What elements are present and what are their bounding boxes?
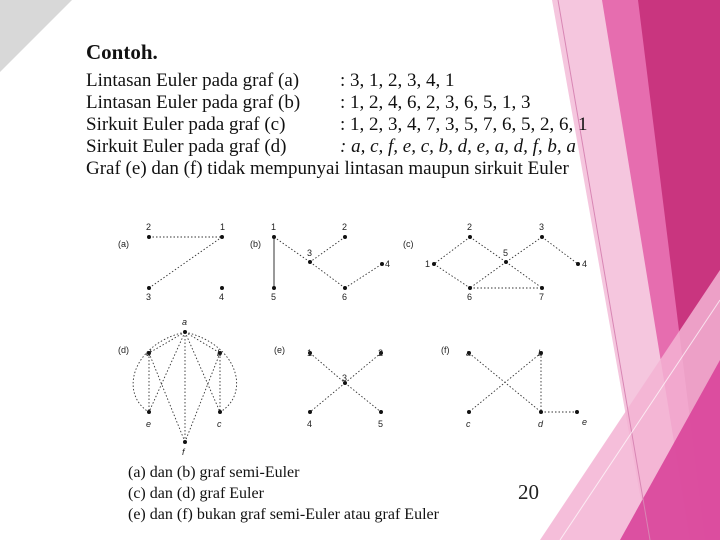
graph-node-label: 1 — [220, 222, 226, 232]
graph-edge — [149, 332, 185, 412]
caption-line: (a) dan (b) graf semi-Euler — [128, 464, 300, 481]
graph-label: (a) — [118, 239, 129, 249]
graph-node — [343, 235, 347, 239]
graph-node — [220, 286, 224, 290]
graph-node-label: a — [182, 317, 188, 327]
graph-d — [118, 317, 237, 457]
graph-e — [274, 345, 383, 429]
graph-edge — [434, 264, 470, 288]
line-label: Sirkuit Euler pada graf (c) — [86, 114, 286, 135]
graph-node-label: b — [217, 348, 223, 358]
graph-edge — [185, 332, 223, 412]
graph-node — [468, 235, 472, 239]
line-value: : 1, 2, 4, 6, 2, 3, 6, 5, 1, 3 — [340, 92, 531, 113]
graph-node-label: 4 — [582, 259, 588, 269]
line-value: : 3, 1, 2, 3, 4, 1 — [340, 70, 455, 91]
graph-node — [380, 262, 384, 266]
caption-line: (e) dan (f) bukan graf semi-Euler atau graf Euler — [128, 506, 439, 523]
graph-edge — [506, 237, 542, 262]
graph-node-label: 2 — [342, 222, 348, 232]
graph-node — [539, 410, 543, 414]
line-value: : 1, 2, 3, 4, 7, 3, 5, 7, 6, 5, 2, 6, 1 — [340, 114, 588, 135]
graph-node — [379, 410, 383, 414]
graph-node — [575, 410, 579, 414]
graph-node — [540, 286, 544, 290]
graph-node-label: 1 — [271, 222, 277, 232]
graph-label: (f) — [441, 345, 450, 355]
graph-node-label: f — [182, 447, 185, 457]
graph-label: (e) — [274, 345, 285, 355]
graph-node — [576, 262, 580, 266]
graph-edge — [149, 237, 222, 288]
graph-a — [118, 222, 225, 302]
graph-node-label: 3 — [146, 292, 152, 302]
graph-edge — [542, 237, 578, 264]
graph-edge — [469, 353, 541, 412]
graph-edge — [310, 262, 345, 288]
line-label: Sirkuit Euler pada graf (d) — [86, 136, 287, 157]
graph-edge — [470, 262, 506, 288]
graph-node-label: 4 — [385, 259, 391, 269]
graph-label: (b) — [250, 239, 261, 249]
graph-edge — [185, 332, 220, 353]
graph-b — [250, 222, 390, 302]
graph-node — [147, 286, 151, 290]
graph-node — [468, 286, 472, 290]
graph-f — [441, 345, 587, 429]
graph-node-label: c — [466, 419, 471, 429]
graph-node — [272, 235, 276, 239]
graph-edge — [274, 237, 313, 262]
line-label: Lintasan Euler pada graf (b) — [86, 92, 301, 113]
graph-edge — [434, 237, 470, 264]
graph-node-label: d — [146, 348, 152, 358]
graph-edge — [185, 353, 220, 442]
graph-node-label: 2 — [146, 222, 152, 232]
graph-node — [308, 410, 312, 414]
graph-node-label: 2 — [467, 222, 473, 232]
graph-node-label: 7 — [539, 292, 545, 302]
graph-edge — [310, 383, 345, 412]
graph-node — [218, 410, 222, 414]
graph-edge — [310, 237, 345, 262]
graph-node-label: 6 — [342, 292, 348, 302]
graph-edge — [345, 264, 382, 288]
graph-node — [467, 410, 471, 414]
line-value: : a, c, f, e, c, b, d, e, a, d, f, b, a — [340, 136, 576, 157]
caption-block — [128, 462, 439, 525]
graph-node-label: 4 — [219, 292, 225, 302]
graph-node — [183, 440, 187, 444]
graph-node-label: 5 — [503, 248, 509, 258]
graph-edge — [149, 353, 185, 442]
graph-node-label: 4 — [307, 419, 313, 429]
graph-node — [432, 262, 436, 266]
graph-edge — [185, 332, 237, 412]
graph-node — [147, 235, 151, 239]
graph-edge — [133, 332, 185, 412]
graph-edge — [345, 383, 381, 412]
graph-node — [220, 235, 224, 239]
graph-node-label: 2 — [378, 348, 384, 358]
graph-node-label: b — [538, 348, 544, 358]
graph-label: (d) — [118, 345, 129, 355]
graph-node-label: 3 — [342, 373, 348, 383]
graph-node-label: 3 — [539, 222, 545, 232]
graph-node — [147, 410, 151, 414]
graph-node-label: 5 — [271, 292, 277, 302]
graph-node-label: 5 — [378, 419, 384, 429]
graph-node — [343, 286, 347, 290]
graph-node-label: 1 — [425, 259, 431, 269]
page-number: 20 — [518, 480, 539, 504]
graph-edge — [345, 353, 381, 383]
graph-edge — [149, 332, 185, 353]
graph-node-label: 6 — [467, 292, 473, 302]
line-label: Lintasan Euler pada graf (a) — [86, 70, 300, 91]
slide-title: Contoh. — [86, 40, 158, 64]
graph-node-label: 1 — [307, 348, 313, 358]
graph-node-label: c — [217, 419, 222, 429]
graph-node — [308, 260, 312, 264]
graph-node — [183, 330, 187, 334]
graph-label: (c) — [403, 239, 414, 249]
caption-line: (c) dan (d) graf Euler — [128, 485, 264, 502]
graph-edge — [310, 353, 348, 383]
graph-c — [403, 222, 587, 302]
text-line-5: Graf (e) dan (f) tidak mempunyai lintasan maupun sirkuit Euler — [86, 158, 569, 179]
graph-node — [272, 286, 276, 290]
graph-edge — [506, 262, 542, 288]
graph-node — [504, 260, 508, 264]
graph-node-label: e — [146, 419, 152, 429]
graph-node — [540, 235, 544, 239]
graph-node-label: 3 — [307, 248, 313, 258]
graph-node-label: e — [582, 417, 588, 427]
graph-node-label: a — [466, 348, 472, 358]
graph-edge — [470, 237, 509, 262]
graph-node-label: d — [538, 419, 544, 429]
